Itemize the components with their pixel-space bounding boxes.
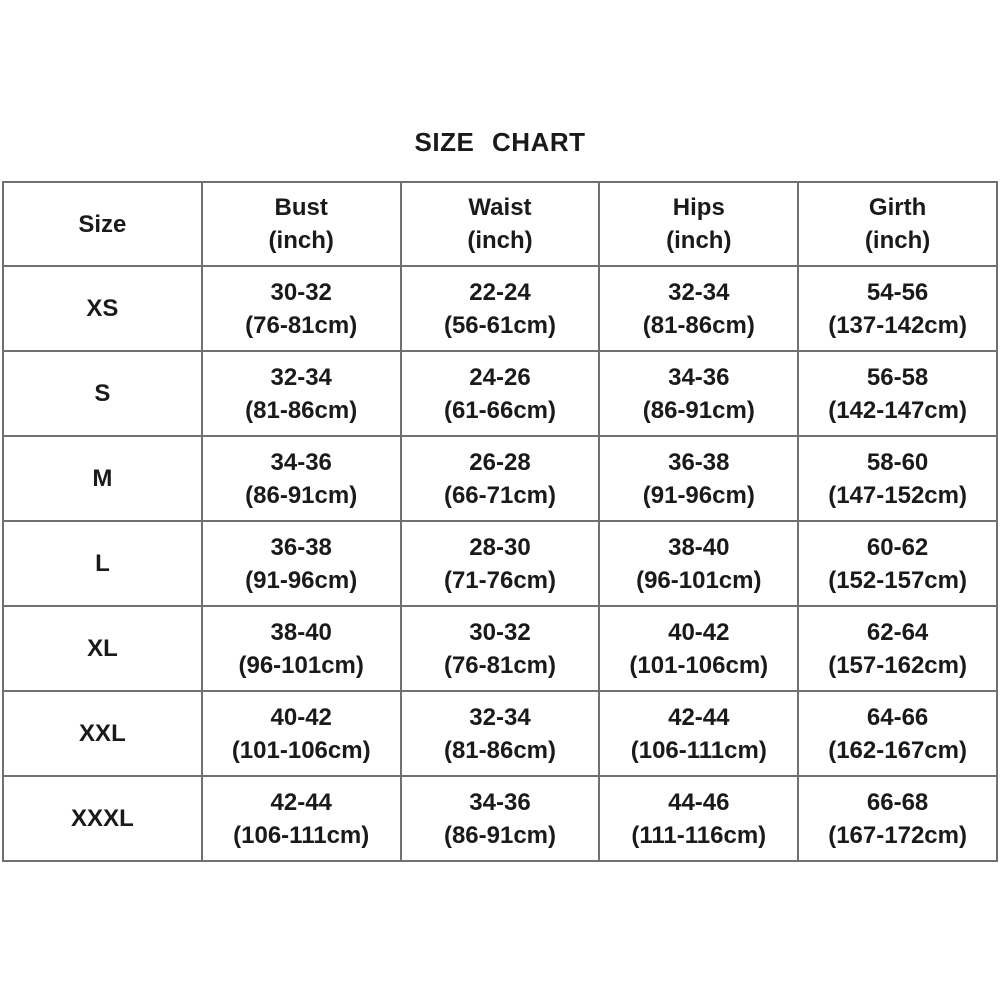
page-title: SIZE CHART bbox=[414, 127, 586, 157]
value-inch: 62-64 bbox=[866, 618, 929, 646]
value-cm: (96-101cm) bbox=[636, 566, 762, 594]
size-cell bbox=[3, 776, 202, 861]
size-label: XXL bbox=[79, 720, 126, 747]
value-inch: 66-68 bbox=[866, 788, 929, 816]
hips-cell bbox=[599, 606, 798, 691]
waist-cell bbox=[401, 266, 600, 351]
value-inch: 44-46 bbox=[668, 788, 730, 816]
hips-cell bbox=[599, 351, 798, 436]
value-inch: 36-38 bbox=[668, 448, 730, 476]
value-cm: (56-61cm) bbox=[443, 311, 557, 339]
value-cm: (167-172cm) bbox=[828, 821, 967, 849]
hips-cell bbox=[599, 266, 798, 351]
size-label: M bbox=[92, 465, 113, 492]
hips-cell bbox=[599, 436, 798, 521]
waist-cell bbox=[401, 691, 600, 776]
value-cm: (61-66cm) bbox=[443, 396, 557, 424]
value-inch: 38-40 bbox=[668, 533, 730, 561]
value-inch: 40-42 bbox=[668, 618, 730, 646]
waist-cell bbox=[401, 436, 600, 521]
value-inch: 40-42 bbox=[270, 703, 332, 731]
col-header-label: Girth bbox=[868, 194, 927, 221]
col-header-unit: (inch) bbox=[864, 227, 931, 254]
bust-cell bbox=[202, 266, 401, 351]
size-cell bbox=[3, 266, 202, 351]
girth-cell bbox=[798, 521, 997, 606]
girth-cell bbox=[798, 266, 997, 351]
waist-cell bbox=[401, 606, 600, 691]
size-label: L bbox=[95, 550, 110, 577]
value-inch: 32-34 bbox=[469, 703, 531, 731]
waist-cell bbox=[401, 351, 600, 436]
size-label: XXXL bbox=[71, 805, 134, 832]
value-cm: (106-111cm) bbox=[233, 821, 370, 849]
value-inch: 42-44 bbox=[270, 788, 332, 816]
table-row-s bbox=[3, 351, 997, 436]
col-header-bust bbox=[202, 182, 401, 266]
col-header-hips bbox=[599, 182, 798, 266]
girth-cell bbox=[798, 691, 997, 776]
value-cm: (162-167cm) bbox=[828, 736, 967, 764]
value-cm: (157-162cm) bbox=[828, 651, 967, 679]
value-cm: (66-71cm) bbox=[443, 481, 557, 509]
col-header-unit: (inch) bbox=[666, 227, 732, 254]
value-inch: 26-28 bbox=[469, 448, 531, 476]
hips-cell bbox=[599, 521, 798, 606]
hips-cell bbox=[599, 691, 798, 776]
size-cell bbox=[3, 521, 202, 606]
col-header-girth bbox=[798, 182, 997, 266]
bust-cell bbox=[202, 691, 401, 776]
bust-cell bbox=[202, 521, 401, 606]
value-cm: (152-157cm) bbox=[828, 566, 967, 594]
girth-cell bbox=[798, 606, 997, 691]
col-header-label: Bust bbox=[274, 194, 328, 221]
bust-cell bbox=[202, 606, 401, 691]
value-inch: 32-34 bbox=[668, 278, 730, 306]
value-cm: (81-86cm) bbox=[245, 396, 358, 424]
bust-cell bbox=[202, 351, 401, 436]
value-cm: (81-86cm) bbox=[443, 736, 557, 764]
size-label: XS bbox=[86, 295, 119, 322]
value-cm: (86-91cm) bbox=[443, 821, 557, 849]
size-label: XL bbox=[87, 635, 118, 662]
header-row bbox=[3, 182, 997, 266]
girth-cell bbox=[798, 776, 997, 861]
value-cm: (111-116cm) bbox=[631, 821, 767, 849]
value-inch: 56-58 bbox=[866, 363, 929, 391]
size-chart-table bbox=[2, 181, 998, 862]
girth-cell bbox=[798, 351, 997, 436]
col-header-label: Waist bbox=[468, 194, 532, 221]
table-row-xxxl bbox=[3, 776, 997, 861]
value-inch: 58-60 bbox=[866, 448, 929, 476]
col-header-unit: (inch) bbox=[268, 227, 334, 254]
value-cm: (147-152cm) bbox=[828, 481, 967, 509]
value-inch: 34-36 bbox=[668, 363, 730, 391]
size-cell bbox=[3, 691, 202, 776]
table-row-xl bbox=[3, 606, 997, 691]
bust-cell bbox=[202, 776, 401, 861]
col-header-label: Hips bbox=[672, 194, 725, 221]
col-header-unit: (inch) bbox=[467, 227, 533, 254]
hips-cell bbox=[599, 776, 798, 861]
value-inch: 32-34 bbox=[270, 363, 332, 391]
size-cell bbox=[3, 606, 202, 691]
table-row-xxl bbox=[3, 691, 997, 776]
bust-cell bbox=[202, 436, 401, 521]
table-row-m bbox=[3, 436, 997, 521]
value-cm: (101-106cm) bbox=[629, 651, 769, 679]
value-inch: 64-66 bbox=[866, 703, 929, 731]
value-cm: (86-91cm) bbox=[245, 481, 358, 509]
value-cm: (86-91cm) bbox=[642, 396, 755, 424]
value-cm: (101-106cm) bbox=[231, 736, 371, 764]
girth-cell bbox=[798, 436, 997, 521]
value-inch: 30-32 bbox=[270, 278, 332, 306]
value-cm: (76-81cm) bbox=[443, 651, 557, 679]
size-label: S bbox=[94, 380, 111, 407]
table-row-xs bbox=[3, 266, 997, 351]
value-inch: 34-36 bbox=[469, 788, 531, 816]
waist-cell bbox=[401, 776, 600, 861]
value-inch: 60-62 bbox=[866, 533, 929, 561]
value-inch: 42-44 bbox=[668, 703, 730, 731]
value-cm: (81-86cm) bbox=[642, 311, 755, 339]
col-header-label: Size bbox=[78, 210, 127, 238]
value-inch: 24-26 bbox=[469, 363, 531, 391]
value-inch: 22-24 bbox=[469, 278, 531, 306]
size-cell bbox=[3, 351, 202, 436]
col-header-waist bbox=[401, 182, 600, 266]
value-inch: 34-36 bbox=[270, 448, 332, 476]
value-cm: (91-96cm) bbox=[245, 566, 358, 594]
value-cm: (137-142cm) bbox=[828, 311, 967, 339]
col-header-size bbox=[3, 182, 202, 266]
value-inch: 30-32 bbox=[469, 618, 531, 646]
value-cm: (91-96cm) bbox=[642, 481, 755, 509]
size-cell bbox=[3, 436, 202, 521]
value-cm: (142-147cm) bbox=[828, 396, 967, 424]
value-inch: 38-40 bbox=[270, 618, 332, 646]
value-cm: (71-76cm) bbox=[443, 566, 557, 594]
value-cm: (96-101cm) bbox=[238, 651, 364, 679]
value-cm: (76-81cm) bbox=[245, 311, 358, 339]
value-cm: (106-111cm) bbox=[630, 736, 767, 764]
value-inch: 54-56 bbox=[866, 278, 929, 306]
value-inch: 36-38 bbox=[270, 533, 332, 561]
value-inch: 28-30 bbox=[469, 533, 531, 561]
waist-cell bbox=[401, 521, 600, 606]
table-row-l bbox=[3, 521, 997, 606]
